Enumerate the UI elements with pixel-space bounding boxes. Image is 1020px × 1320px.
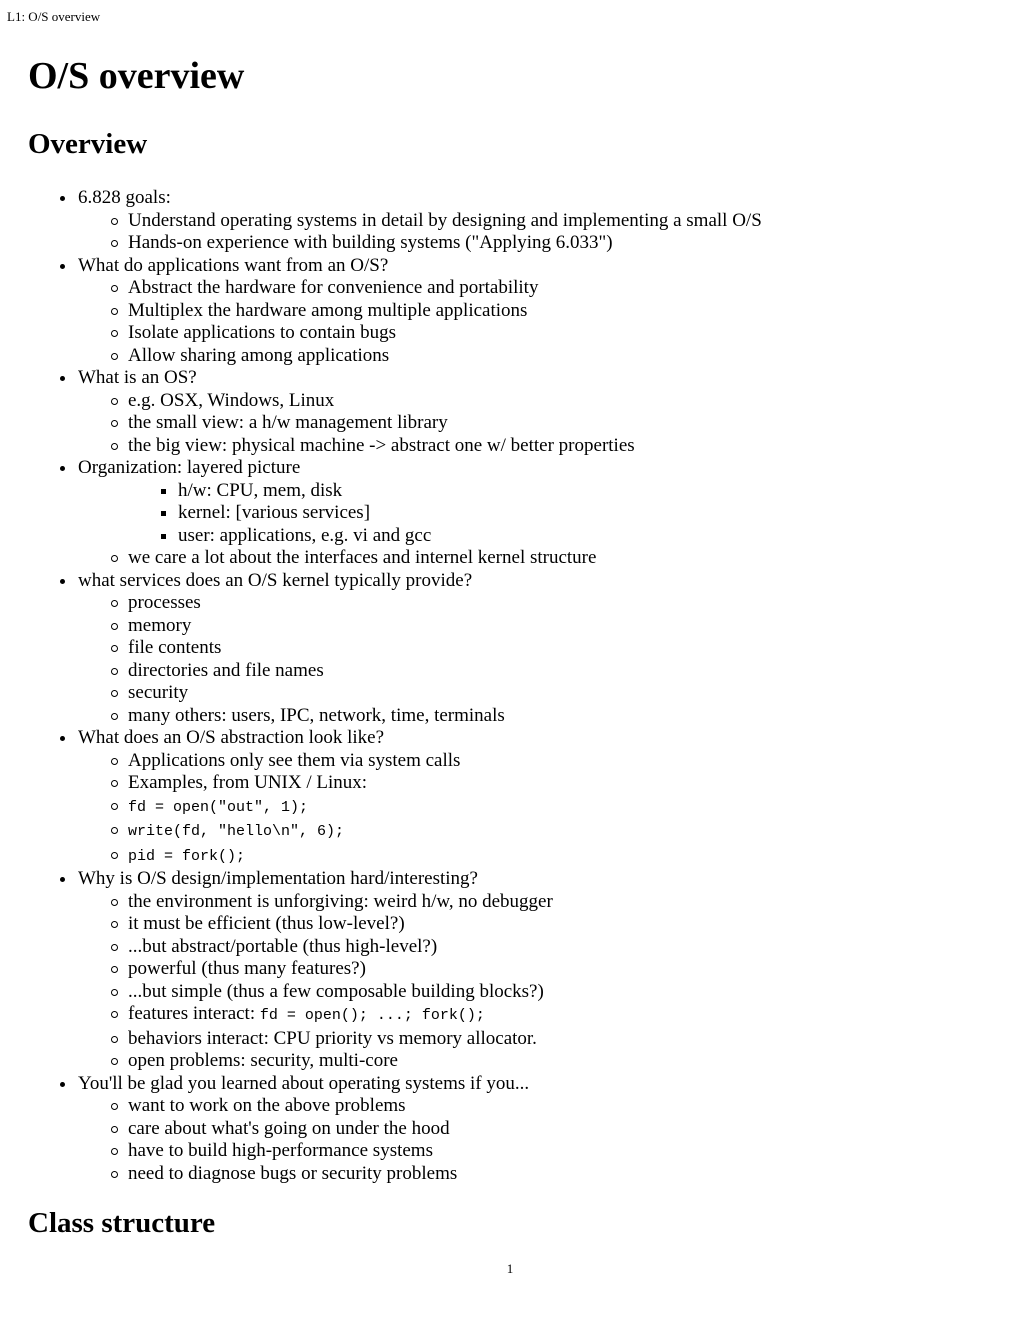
item-label: You'll be glad you learned about operating systems if you...	[78, 1072, 530, 1094]
sub-item: Abstract the hardware for convenience and portability	[128, 277, 998, 300]
layer-list	[78, 480, 998, 548]
item-label: What is an OS?	[78, 367, 197, 388]
sub-list	[78, 592, 998, 727]
sub-item: directories and file names	[128, 660, 998, 683]
item-label: What do applications want from an O/S?	[78, 254, 389, 276]
sub-item: have to build high-performance systems	[128, 1140, 998, 1163]
page-number: 1	[506, 1261, 514, 1276]
sub-list	[78, 750, 998, 869]
features-label: features interact:	[128, 1003, 260, 1024]
sub-item: Examples, from UNIX / Linux:	[128, 772, 998, 795]
document-body	[28, 52, 998, 1241]
item-label: Organization: layered picture	[78, 457, 301, 478]
sub-list	[78, 277, 998, 367]
sub-item	[128, 1003, 998, 1028]
sub-item: ...but abstract/portable (thus high-level?)	[128, 936, 998, 959]
sub-list	[78, 547, 998, 570]
list-item	[78, 570, 998, 728]
sub-item: file contents	[128, 637, 998, 660]
code-example	[128, 844, 998, 869]
item-label: Why is O/S design/implementation hard/interesting?	[78, 868, 478, 889]
page-title: O/S overview	[28, 55, 245, 97]
list-item	[78, 868, 998, 1073]
item-label: What does an O/S abstraction look like?	[78, 727, 385, 748]
sub-item: processes	[128, 592, 998, 615]
code-snippet: fd = open(); ...; fork();	[259, 1007, 485, 1024]
section-heading-overview: Overview	[28, 128, 148, 160]
layer-item: h/w: CPU, mem, disk	[178, 480, 998, 503]
sub-item: care about what's going on under the hood	[128, 1118, 998, 1141]
sub-item: powerful (thus many features?)	[128, 958, 998, 981]
code-snippet: fd = open("out", 1);	[128, 798, 309, 816]
sub-item: ...but simple (thus a few composable building blocks?)	[128, 981, 998, 1004]
list-item	[78, 1073, 998, 1186]
sub-list	[78, 390, 998, 458]
code-snippet: pid = fork();	[128, 847, 246, 865]
code-example	[128, 819, 998, 844]
sub-item: behaviors interact: CPU priority vs memory allocator.	[128, 1028, 998, 1051]
sub-item: security	[128, 682, 998, 705]
sub-item: need to diagnose bugs or security problems	[128, 1163, 998, 1186]
sub-item: Applications only see them via system calls	[128, 750, 998, 773]
list-item	[78, 255, 998, 368]
sub-item: memory	[128, 615, 998, 638]
sub-item: Multiplex the hardware among multiple applications	[128, 300, 998, 323]
item-label: what services does an O/S kernel typically provide?	[78, 569, 473, 591]
sub-item: want to work on the above problems	[128, 1095, 998, 1118]
item-label: 6.828 goals:	[78, 187, 171, 208]
sub-list	[78, 891, 998, 1073]
sub-item: open problems: security, multi-core	[128, 1050, 998, 1073]
sub-item: Hands-on experience with building systems ("Applying 6.033")	[128, 232, 998, 255]
sub-item: the small view: a h/w management library	[128, 412, 998, 435]
code-example	[128, 795, 998, 820]
sub-item: Understand operating systems in detail by designing and implementing a small O/S	[128, 210, 998, 233]
list-item	[78, 457, 998, 570]
sub-item: Isolate applications to contain bugs	[128, 322, 998, 345]
sub-item: it must be efficient (thus low-level?)	[128, 913, 998, 936]
sub-item: Allow sharing among applications	[128, 345, 998, 368]
overview-list	[28, 187, 998, 1185]
list-item	[78, 367, 998, 457]
sub-list	[78, 210, 998, 255]
sub-item: many others: users, IPC, network, time, terminals	[128, 705, 998, 728]
sub-item: the big view: physical machine -> abstract one w/ better properties	[128, 435, 998, 458]
layer-item: kernel: [various services]	[178, 502, 998, 525]
list-item	[78, 727, 998, 868]
sub-item: we care a lot about the interfaces and internel kernel structure	[128, 547, 998, 570]
section-heading-class-structure: Class structure	[28, 1207, 216, 1239]
list-item	[78, 187, 998, 255]
sub-list	[78, 1095, 998, 1185]
sub-item: e.g. OSX, Windows, Linux	[128, 390, 998, 413]
code-snippet: write(fd, "hello\n", 6);	[128, 823, 345, 840]
sub-item: the environment is unforgiving: weird h/w, no debugger	[128, 891, 998, 914]
layer-item: user: applications, e.g. vi and gcc	[178, 525, 998, 548]
print-header: L1: O/S overview	[7, 9, 101, 24]
